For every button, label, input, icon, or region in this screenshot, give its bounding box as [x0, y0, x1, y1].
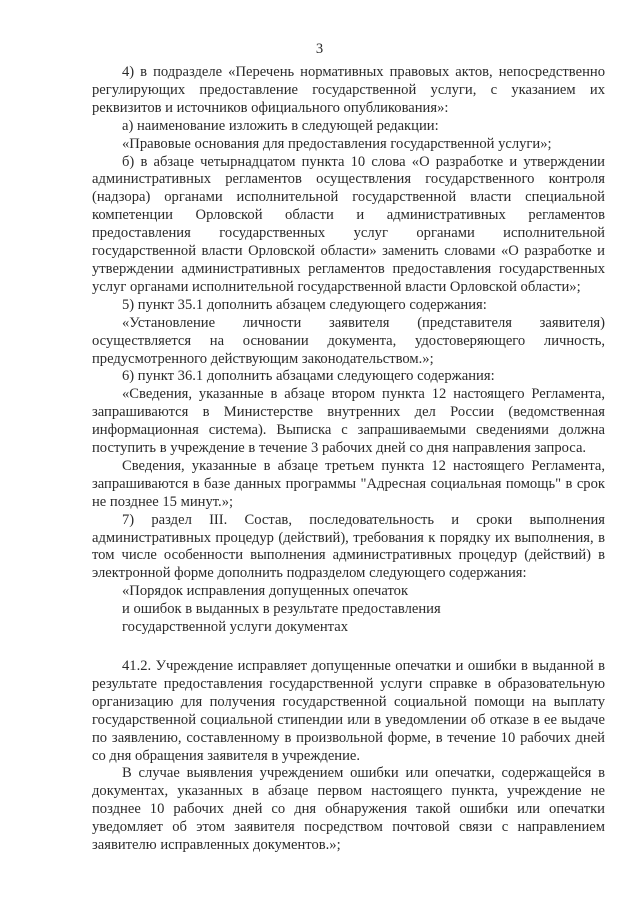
heading-line-3: государственной услуги документах	[122, 619, 349, 636]
paragraph-item-4-intro: 4) в подразделе «Перечень нормативных правовых актов, непосредственно регулирующих предоставление государственной услуги, с указанием их реквизитов и источников официального опубликования»:	[92, 64, 605, 116]
page-number: 3	[315, 41, 324, 57]
heading-line-1: «Порядок исправления допущенных опечаток	[122, 583, 409, 600]
paragraph-41-2: 41.2. Учреждение исправляет допущенные опечатки и ошибки в выданной в результате предоставления государственной услуги справке в образовательную организацию для получения государственной социальной помощи на выплату государственной социальной стипендии или в уведомлении об отказе в ее выдаче по заявлению, составленному в произвольной форме, в течение 10 рабочих дней со дня обращения заявителя в учреждение.	[92, 658, 605, 764]
paragraph-social-aid-request: Сведения, указанные в абзаце третьем пункта 12 настоящего Регламента, запрашиваются в базе данных программы "Адресная социальная помощь" в срок не позднее 15 минут.»;	[92, 457, 605, 510]
paragraph-subitem-b: б) в абзаце четырнадцатом пункта 10 слова «О разработке и утверждении административных регламентов осуществления государственного контроля (надзора) органами исполнительной государственной власти специальной компетенции Орловской области и административных регламентов предоставления государственных услуг органами исполнительной государственной власти Орловской области» заменить словами «О разработке и утверждении административных регламентов предоставления государственных услуг органами исполнительной государственной власти Орловской области»;	[92, 153, 605, 295]
paragraph-item-6: 6) пункт 36.1 дополнить абзацами следующего содержания:	[122, 368, 495, 385]
paragraph-new-title: «Правовые основания для предоставления государственной услуги»;	[122, 135, 552, 152]
paragraph-error-notification: В случае выявления учреждением ошибки или опечатки, содержащейся в документах, указанных в абзаце первом настоящего пункта, учреждение не позднее 10 рабочих дней со дня обнаружения такой ошибки или опечатки уведомляет об этом заявителя посредством почтовой связи с направлением заявителю исправленных документов.»;	[92, 765, 605, 854]
paragraph-item-7: 7) раздел III. Состав, последовательность и сроки выполнения административных процедур (действий), требования к порядку их выполнения, в том числе особенности выполнения административных процедур (действий) в электронной форме дополнить подразделом следующего содержания:	[92, 511, 605, 582]
paragraph-item-5: 5) пункт 35.1 дополнить абзацем следующего содержания:	[122, 296, 487, 313]
paragraph-mvd-request: «Сведения, указанные в абзаце втором пункта 12 настоящего Регламента, запрашиваются в Министерстве внутренних дел России (ведомственная информационная система). Выписка с запрашиваемыми сведениями должна поступить в учреждение в течение 3 рабочих дней со дня направления запроса.	[92, 386, 605, 457]
paragraph-subitem-a: а) наименование изложить в следующей редакции:	[122, 117, 439, 134]
heading-line-2: и ошибок в выданных в результате предоставления	[122, 601, 441, 618]
subsection-heading	[92, 583, 605, 637]
paragraph-identity-verification: «Установление личности заявителя (представителя заявителя) осуществляется на основании документа, удостоверяющего личность, предусмотренного действующим законодательством.»;	[92, 314, 605, 367]
document-body	[92, 64, 605, 855]
